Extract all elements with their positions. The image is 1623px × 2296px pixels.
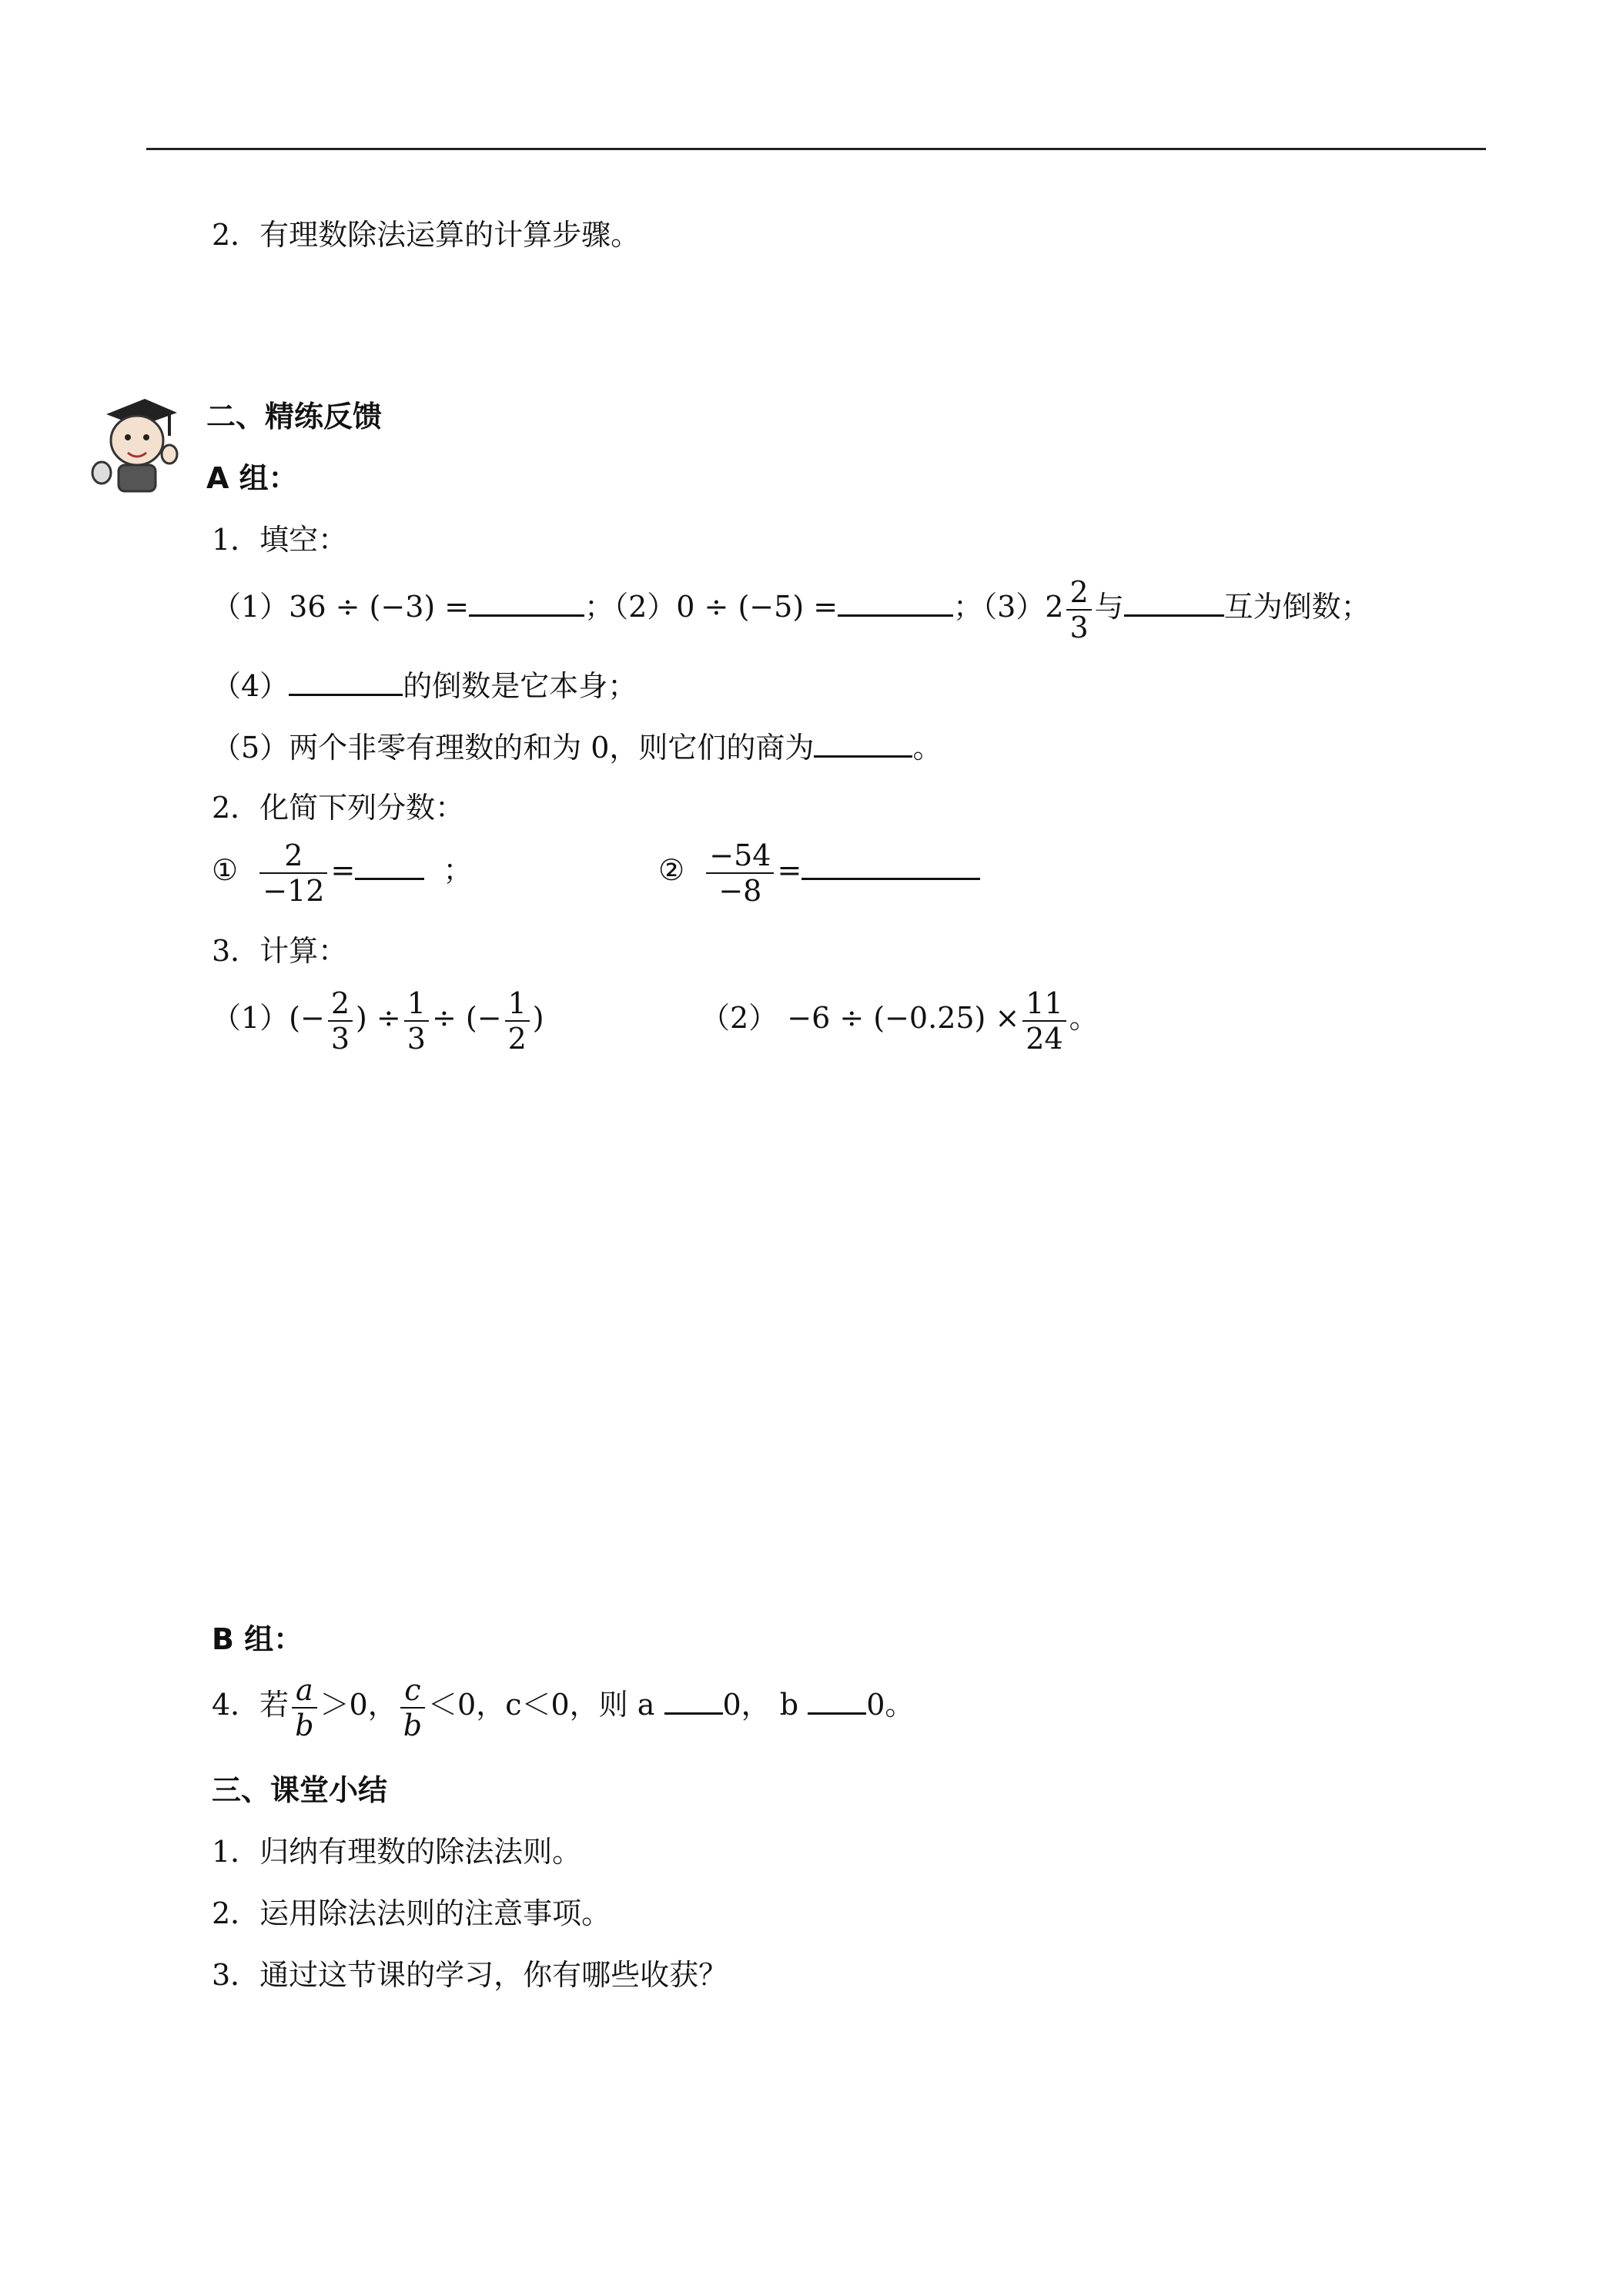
summary-item: 2．运用除法法则的注意事项。 xyxy=(212,1896,611,1930)
fraction xyxy=(400,1673,425,1742)
q3-a-text: （1）(− xyxy=(212,1001,325,1035)
denominator: 3 xyxy=(1069,610,1089,644)
fraction xyxy=(706,838,774,908)
answer-blank[interactable] xyxy=(808,1689,866,1715)
header-rule xyxy=(146,148,1486,150)
denominator: b xyxy=(295,1708,314,1742)
numerator: 1 xyxy=(505,986,530,1022)
q1-p4-prefix: （4） xyxy=(212,669,289,703)
q1-p3-mid: 与 xyxy=(1094,590,1124,624)
q4-text: 4．若 xyxy=(212,1688,289,1722)
numerator: −54 xyxy=(706,838,774,874)
q4-text: ＜0，c＜0，则 a xyxy=(428,1688,655,1722)
section2-title: 二、精练反馈 xyxy=(206,400,383,433)
q1-p2-text: ；（2）0 ÷ (−5) = xyxy=(584,590,838,624)
answer-blank[interactable] xyxy=(289,671,403,696)
fraction xyxy=(1066,575,1091,644)
q1-p3-end: 互为倒数； xyxy=(1223,590,1370,624)
denominator: −8 xyxy=(718,873,762,908)
q4-text: ＞0， xyxy=(320,1688,397,1722)
section3-title: 三、课堂小结 xyxy=(212,1773,388,1807)
q2-part1 xyxy=(212,832,472,909)
equals-sign: = xyxy=(777,853,802,887)
denominator: 3 xyxy=(330,1021,350,1056)
denominator: 24 xyxy=(1026,1021,1063,1056)
fraction xyxy=(505,986,530,1056)
q3-b-text: （2） −6 ÷ (−0.25) × xyxy=(701,1001,1020,1035)
summary-item: 3．通过这节课的学习，你有哪些收获？ xyxy=(212,1958,728,1992)
mascot-icon xyxy=(91,393,183,493)
circled-1: ① xyxy=(212,853,239,887)
fraction xyxy=(292,1673,316,1742)
q3-a-text: ) ÷ xyxy=(356,1001,401,1035)
denominator: 2 xyxy=(507,1021,527,1056)
q2-label: 2．化简下列分数： xyxy=(212,791,465,825)
q3-part2 xyxy=(701,979,1099,1056)
q1-row5 xyxy=(212,730,942,765)
answer-blank[interactable] xyxy=(664,1689,723,1715)
q3-b-text: 。 xyxy=(1069,1001,1099,1035)
q3-a-text: ) xyxy=(532,1001,544,1035)
numerator: 2 xyxy=(1066,575,1091,611)
q1-p5-end: 。 xyxy=(912,731,942,765)
q1-p3-text: ；（3）2 xyxy=(953,590,1064,624)
q4-text: 0， b xyxy=(722,1688,799,1722)
answer-blank[interactable] xyxy=(1124,591,1224,617)
answer-blank[interactable] xyxy=(838,591,953,617)
fraction xyxy=(259,838,327,908)
q1-row1 xyxy=(212,568,1370,645)
answer-blank[interactable] xyxy=(801,855,980,880)
q1-row4 xyxy=(212,668,637,704)
equals-sign: = xyxy=(330,853,356,887)
numerator: 2 xyxy=(328,986,353,1022)
answer-blank[interactable] xyxy=(814,732,912,758)
circled-2: ② xyxy=(658,853,685,887)
numerator: 1 xyxy=(404,986,429,1022)
q1-p1-text: （1）36 ÷ (−3) = xyxy=(212,590,470,624)
group-a-label: A 组： xyxy=(206,461,298,495)
fraction xyxy=(328,986,353,1056)
step-item: 2．有理数除法运算的计算步骤。 xyxy=(212,218,641,252)
q3-part1 xyxy=(212,979,544,1056)
fraction xyxy=(404,986,429,1056)
numerator: 11 xyxy=(1022,986,1066,1022)
group-b-label: B 组： xyxy=(212,1622,303,1656)
semicolon: ； xyxy=(443,853,473,887)
answer-blank[interactable] xyxy=(469,591,584,617)
denominator: b xyxy=(403,1708,423,1742)
fraction xyxy=(1022,986,1066,1056)
q3-label: 3．计算： xyxy=(212,934,348,968)
summary-item: 1．归纳有理数的除法法则。 xyxy=(212,1835,582,1869)
q3-a-text: ÷ (− xyxy=(431,1001,502,1035)
numerator: a xyxy=(292,1673,316,1709)
q1-p4-end: 的倒数是它本身； xyxy=(403,669,637,703)
denominator: −12 xyxy=(263,873,325,908)
q1-label: 1．填空： xyxy=(212,523,348,557)
answer-blank[interactable] xyxy=(355,855,424,880)
q4-row xyxy=(212,1666,914,1743)
q2-part2 xyxy=(658,832,980,909)
numerator: 2 xyxy=(259,838,327,874)
numerator: c xyxy=(400,1673,425,1709)
q1-p5-prefix: （5）两个非零有理数的和为 0，则它们的商为 xyxy=(212,731,815,765)
denominator: 3 xyxy=(407,1021,426,1056)
q4-text: 0。 xyxy=(866,1688,915,1722)
